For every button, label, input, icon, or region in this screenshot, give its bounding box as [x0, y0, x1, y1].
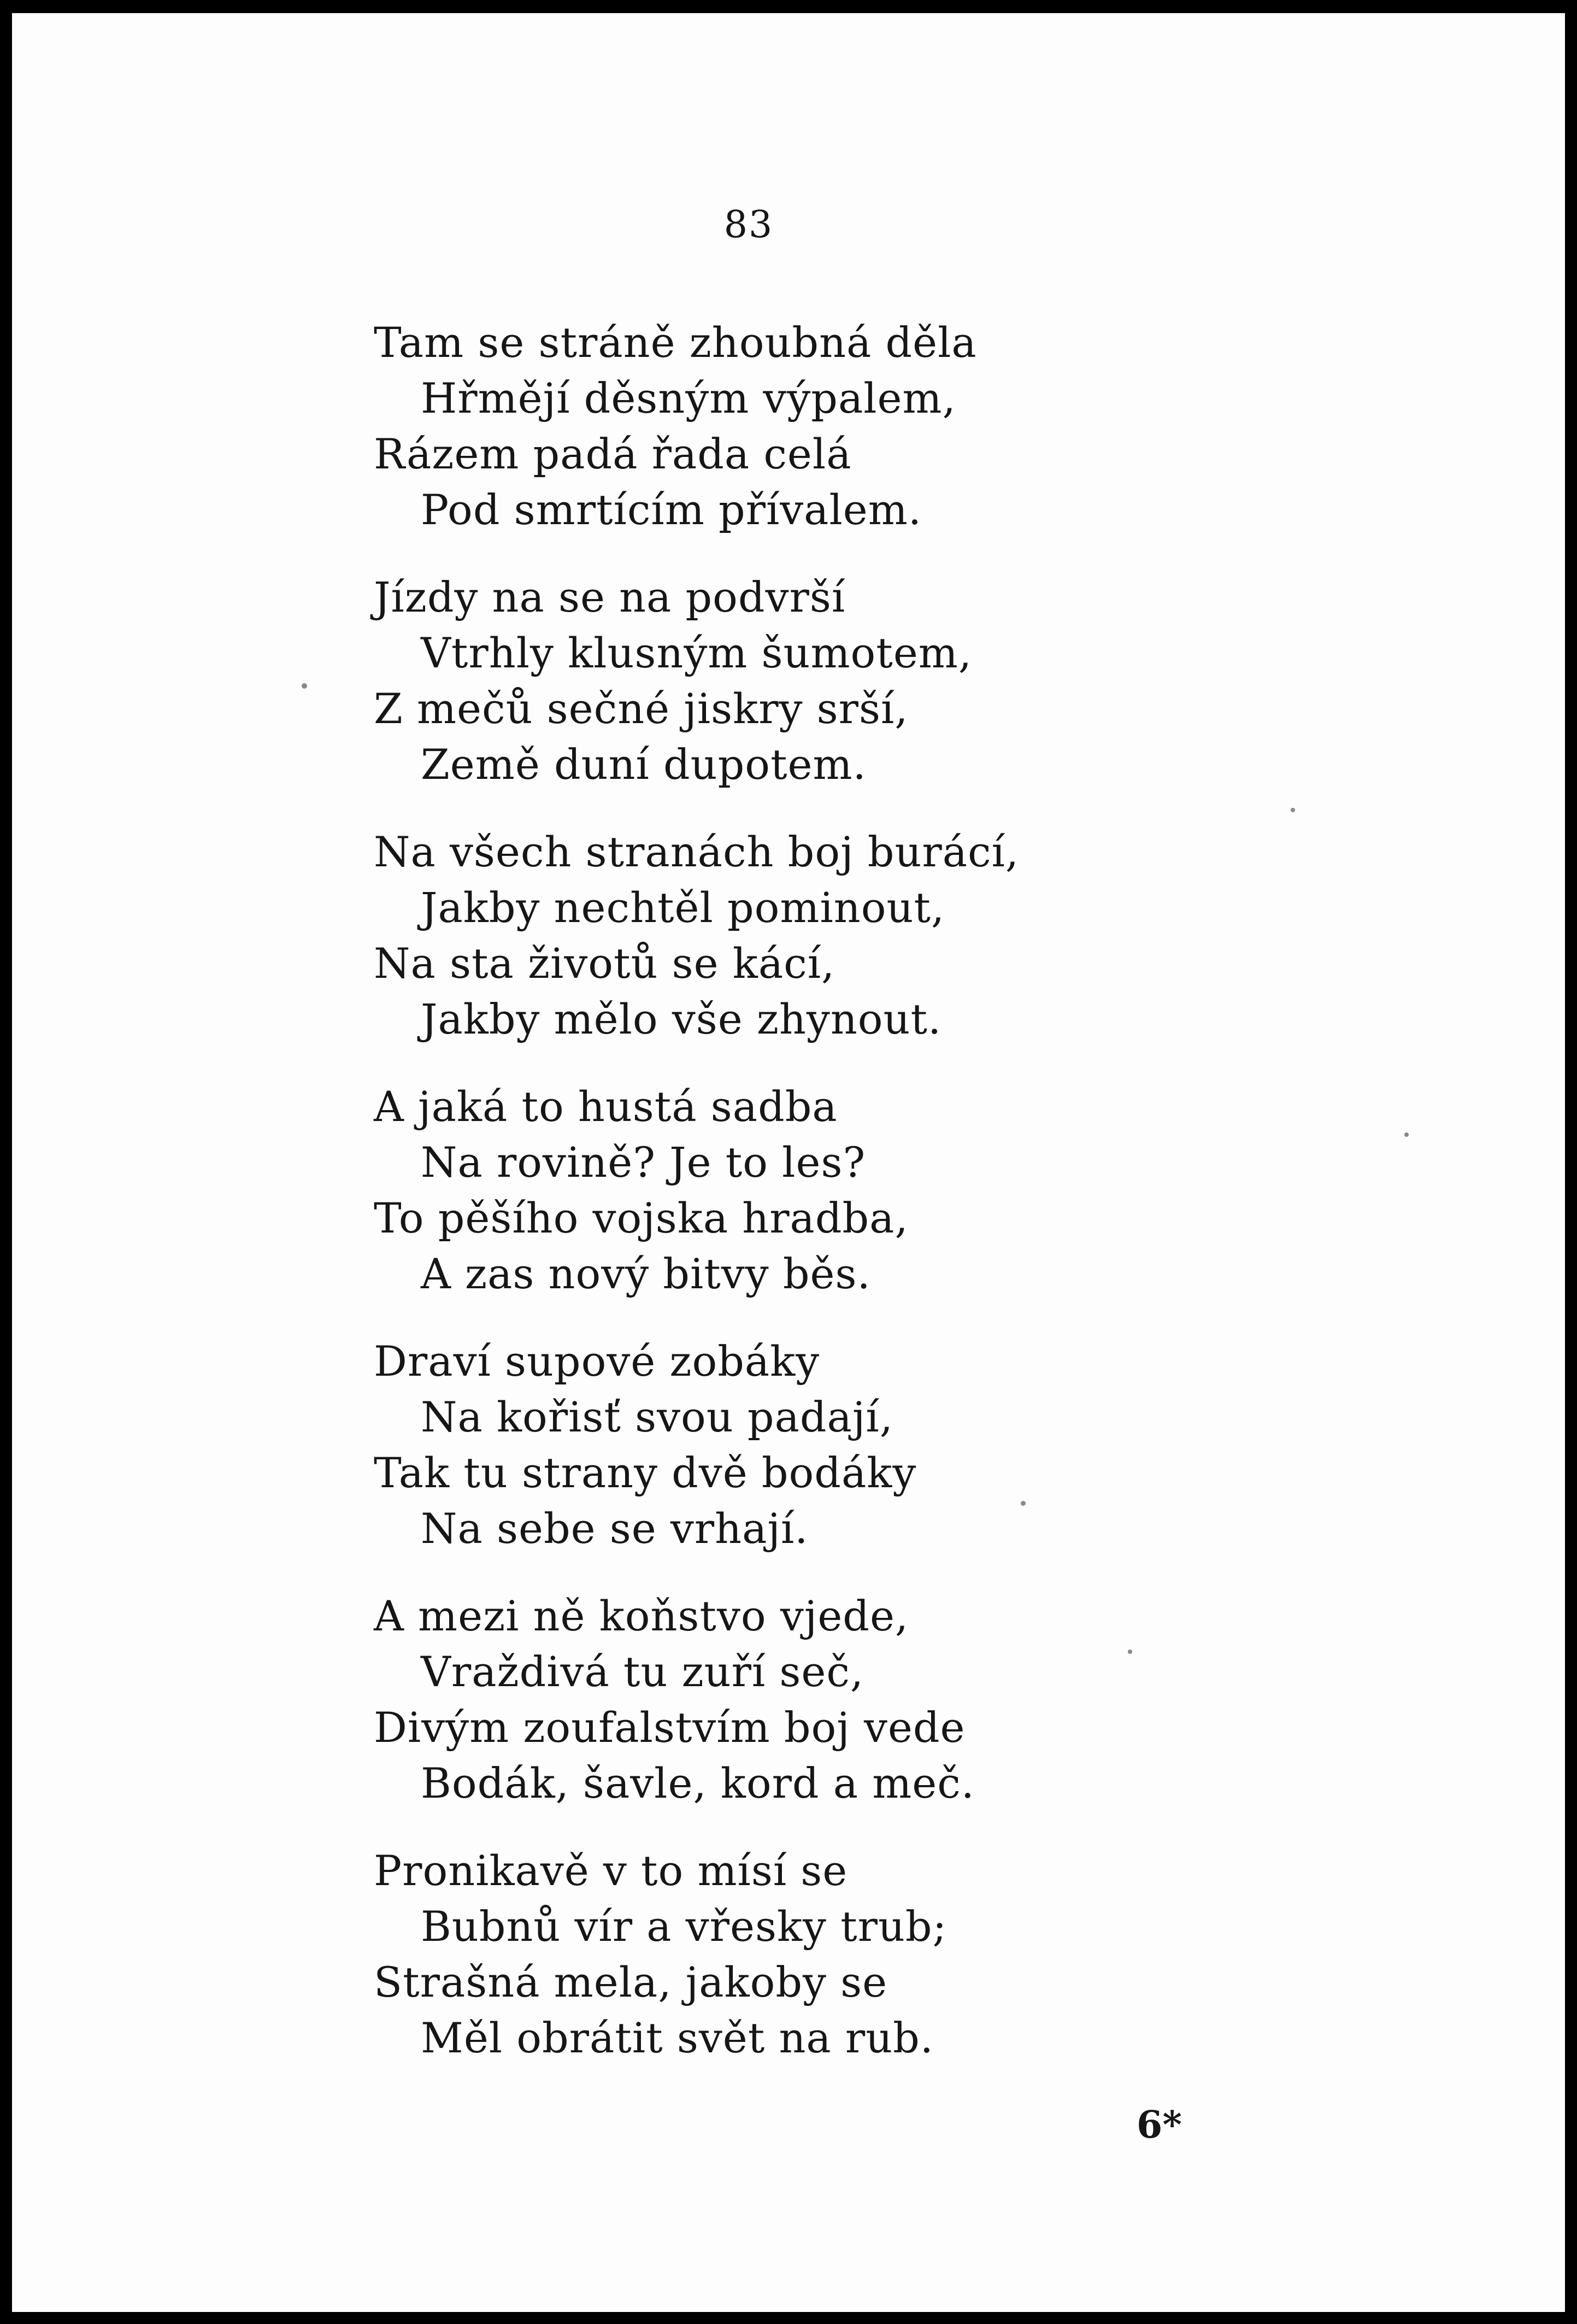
stanza-3	[374, 824, 1303, 1047]
poem-line: A mezi ně koňstvo vjede,	[374, 1592, 909, 1640]
paper-speck	[302, 683, 307, 689]
poem-line: A zas nový bitvy běs.	[421, 1249, 871, 1298]
poem-line: Na kořisť svou padají,	[421, 1393, 893, 1441]
poem-line: Rázem padá řada celá	[374, 430, 852, 478]
paper-speck	[1291, 808, 1295, 812]
poem-line: Bodák, šavle, kord a meč.	[421, 1759, 975, 1807]
poem-line: Jakby nechtěl pominout,	[421, 883, 945, 932]
poem	[374, 315, 1303, 2098]
poem-line: Země duní dupotem.	[421, 740, 867, 789]
poem-line: Jakby mělo vše zhynout.	[421, 995, 942, 1043]
stanza-6	[374, 1588, 1303, 1811]
poem-line: Divým zoufalstvím boj vede	[374, 1703, 966, 1752]
poem-line: Tak tu strany dvě bodáky	[374, 1448, 917, 1497]
poem-line: Na všech stranách boj burácí,	[374, 828, 1020, 876]
poem-line: Na sta životů se kácí,	[374, 939, 835, 988]
poem-line: Z mečů sečné jiskry srší,	[374, 684, 909, 733]
stanza-2	[374, 570, 1303, 793]
poem-line: Na sebe se vrhají.	[421, 1504, 809, 1553]
poem-line: Jízdy na se na podvrší	[374, 573, 846, 621]
paper-speck	[1404, 1132, 1409, 1137]
book-page	[12, 13, 1565, 2312]
stanza-4	[374, 1079, 1303, 1302]
poem-line: Draví supové zobáky	[374, 1337, 820, 1386]
poem-line: Strašná mela, jakoby se	[374, 1958, 888, 2006]
poem-line: Vtrhly klusným šumotem,	[421, 629, 973, 677]
poem-line: Vraždivá tu zuří seč,	[421, 1647, 864, 1696]
poem-line: Tam se stráně zhoubná děla	[374, 318, 977, 367]
stanza-1	[374, 315, 1303, 538]
poem-line: Pod smrtícím přívalem.	[421, 485, 922, 534]
poem-line: To pěšího vojska hradba,	[374, 1194, 909, 1242]
stanza-5	[374, 1334, 1303, 1557]
poem-line: Měl obrátit svět na rub.	[421, 2014, 934, 2062]
paper-speck	[1021, 1501, 1026, 1506]
paper-speck	[1128, 1650, 1132, 1654]
poem-line: Na rovině? Je to les?	[421, 1138, 866, 1187]
poem-line: Bubnů vír a vřesky trub;	[421, 1902, 948, 1951]
poem-line: Hřmějí děsným výpalem,	[421, 374, 956, 422]
poem-line: A jaká to hustá sadba	[374, 1082, 838, 1131]
stanza-7	[374, 1843, 1303, 2066]
poem-line: Pronikavě v to mísí se	[374, 1846, 848, 1895]
signature-mark: 6*	[1137, 2103, 1182, 2147]
page-number: 83	[723, 203, 774, 247]
